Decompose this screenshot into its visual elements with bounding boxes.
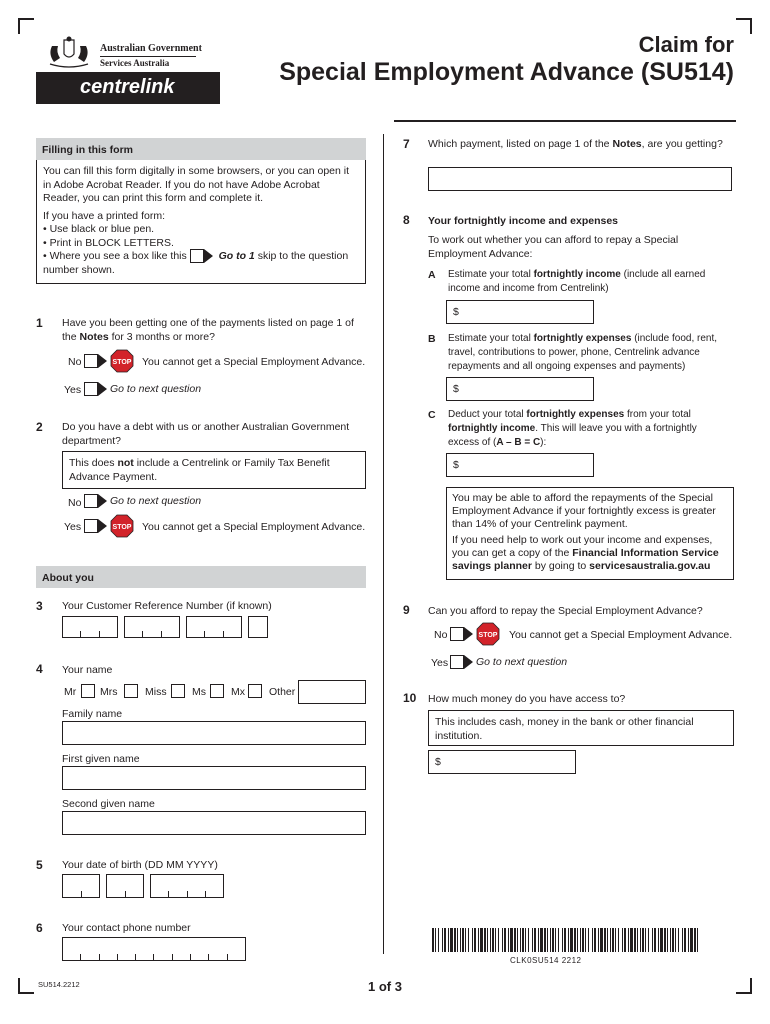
barcode-bar [555,928,556,952]
q1-no-result: You cannot get a Special Employment Advance. [142,356,366,368]
q1-text [62,316,368,344]
centrelink-logo [36,72,220,104]
q8-intro: To work out whether you can afford to repay a Special Employment Advance: [428,234,679,260]
q7-text [428,137,728,151]
crop-mark-bottom-left [18,978,34,994]
arrow-icon [98,519,107,533]
page-number: 1 of 3 [368,979,402,994]
q8-c-bold1: fortnightly expenses [526,409,625,420]
filling-bullet-3: • Where you see a box like this Go to 1 skip to the question number shown. [43,250,349,276]
family-name-field[interactable] [62,721,366,745]
q2-text: Do you have a debt with us or another Australian Government department? [62,421,350,447]
q10-note-box: This includes cash, money in the bank or other financial institution. [428,710,734,746]
q8-a-post: (include all earned income and income from Centrelink) [448,269,706,294]
q8-c-post: . This will leave you with a fortnightly excess of ( [448,423,697,448]
barcode-bar [664,928,666,952]
barcode-bar [688,928,689,952]
payment-field[interactable] [428,167,732,191]
q8-note2 [452,534,728,573]
gov-divider [100,56,196,57]
barcode-bar [457,928,458,952]
q1-no-label: No [68,356,82,368]
barcode-bar [615,928,616,952]
q1-text-post: for 3 months or more? [111,331,215,343]
barcode-bar [438,928,439,952]
barcode-bar [600,928,603,952]
barcode-bar [694,928,696,952]
stop-sign-icon [476,622,500,646]
q1-yes-goto: Go to next question [110,383,202,395]
q8-c-text [448,408,718,450]
crn-field-2[interactable] [124,616,180,638]
coat-of-arms-icon [44,36,94,70]
q8-b-pre: Estimate your total [448,333,531,344]
barcode-bar [678,928,679,952]
q9-yes-label: Yes [431,657,449,669]
q2-note-pre: This does [69,457,115,469]
barcode-bar [618,928,619,952]
barcode-bar [448,928,449,952]
barcode-bar [520,928,521,952]
barcode-bar [525,928,526,952]
q10-text: How much money do you have access to? [428,693,626,705]
q8-c-end: ): [540,437,547,448]
barcode-bar [538,928,539,952]
barcode-bar [544,928,546,952]
gov-line-1: Australian Government [100,43,202,54]
barcode-text: CLK0SU514 2212 [510,956,582,965]
barcode-bar [568,928,569,952]
crop-mark-top-left [18,18,34,34]
title-line-1: Claim for [638,32,734,57]
expenses-field[interactable] [446,377,594,401]
arrow-icon [98,354,107,368]
barcode-bar [660,928,663,952]
barcode-bar [462,928,464,952]
q4-text: Your name [62,664,113,676]
excess-field[interactable] [446,453,594,477]
q9-yes-goto: Go to next question [476,656,568,668]
money-field[interactable] [428,750,576,774]
q8-a-letter: A [428,269,436,281]
barcode-bar [487,928,488,952]
barcode-bar [580,928,581,952]
arrow-icon [464,655,473,669]
barcode-bar [454,928,456,952]
q2-no-label: No [68,497,82,509]
dollar-sign: $ [435,756,441,768]
bullet-3-post: skip to the question number shown. [43,250,349,276]
barcode-bar [558,928,559,952]
barcode-bar [468,928,469,952]
title-mr-label: Mr [64,686,77,698]
barcode-bar [645,928,646,952]
q5-text: Your date of birth (DD MM YYYY) [62,859,218,871]
barcode-bar [508,928,509,952]
q8-b-text [448,332,734,374]
barcode-bar [474,928,476,952]
barcode-bar [504,928,506,952]
q8-c-pre: Deduct your total [448,409,524,420]
q2-note-bold: not [117,457,134,469]
barcode-bar [634,928,636,952]
q9-no-label: No [434,629,448,641]
stop-sign-icon [110,514,134,538]
filling-bullet-2: • Print in BLOCK LETTERS. [43,236,174,249]
filling-para2: If you have a printed form: [43,209,165,222]
filling-bullet-1: • Use black or blue pen. [43,223,155,235]
header-rule [394,120,736,122]
crn-field-4[interactable] [248,616,268,638]
barcode-bar [492,928,494,952]
barcode-bar [622,928,623,952]
barcode-bar [528,928,529,952]
q8-note2-bold2: servicesaustralia.gov.au [589,560,711,572]
arrow-icon [464,627,473,641]
gov-line-2: Services Australia [100,58,170,68]
q3-number: 3 [36,599,43,613]
brand-text: centrelink [80,76,175,98]
crn-field-3[interactable] [186,616,242,638]
q8-b-letter: B [428,333,436,345]
barcode-bar [484,928,486,952]
q9-number: 9 [403,603,410,617]
barcode-bar [517,928,518,952]
barcode-bar [562,928,563,952]
income-field[interactable] [446,300,594,324]
barcode-bar [642,928,644,952]
arrow-icon [98,382,107,396]
barcode-bar [442,928,443,952]
crop-mark-bottom-right [736,978,752,994]
form-code: SU514.2212 [38,980,80,989]
q1-yes-checkbox[interactable] [84,382,98,396]
q7-text-bold: Notes [612,138,642,150]
stop-label: STOP [112,524,132,531]
q1-no-checkbox[interactable] [84,354,98,368]
barcode-bar [570,928,573,952]
barcode-bar [502,928,503,952]
barcode-bar [604,928,606,952]
barcode-bar [574,928,576,952]
barcode-bar [670,928,671,952]
dollar-sign: $ [453,459,459,471]
barcode-bar [522,928,524,952]
barcode-bar [582,928,584,952]
bullet-2-text: Print in BLOCK LETTERS. [49,236,174,249]
barcode-bar [435,928,436,952]
barcode-bar [577,928,578,952]
q2-note-post: include a Centrelink or Family Tax Benefit Advance Payment. [69,457,330,483]
barcode-bar [547,928,548,952]
first-name-label: First given name [62,753,140,765]
barcode-bar [472,928,473,952]
q3-text: Your Customer Reference Number (if known) [62,600,272,612]
barcode-bar [594,928,596,952]
section-heading-about: About you [36,566,366,588]
barcode-bar [460,928,461,952]
barcode-bar [592,928,593,952]
filling-para1: You can fill this form digitally in some browsers, or you can open it in Adobe Acrobat Reader. If you do not have Adobe Acrobat Reader, you can print this form and complete it. [43,165,350,204]
title-other-label: Other [269,686,296,698]
barcode-bar [672,928,674,952]
q10-number: 10 [403,691,417,705]
q7-text-pre: Which payment, listed on page 1 of the [428,138,610,150]
example-checkbox [190,249,204,263]
q8-a-bold: fortnightly income [533,269,621,280]
barcode-bar [598,928,599,952]
dob-month-field[interactable] [106,874,144,898]
q2-number: 2 [36,420,43,434]
barcode-bar [478,928,479,952]
q8-note1: You may be able to afford the repayments of the Special Employment Advance if your fortnightly excess is greater than 14% of your Centrelink payment. [452,492,716,530]
barcode-bar [610,928,611,952]
barcode-bar [684,928,686,952]
q8-note-box [446,487,734,580]
column-divider [383,134,384,954]
barcode-bar [550,928,551,952]
barcode-bar [510,928,513,952]
q1-text-bold: Notes [79,331,109,343]
barcode-bar [612,928,614,952]
barcode-bar [480,928,483,952]
q9-yes-checkbox[interactable] [450,655,464,669]
stop-sign-icon [110,349,134,373]
q2-yes-result: You cannot get a Special Employment Advance. [142,521,366,533]
barcode-bar [624,928,626,952]
title-mrs-checkbox[interactable] [124,684,138,698]
q1-text-pre: Have you been getting one of the payments listed on page 1 of the [62,317,354,343]
title-mx-checkbox[interactable] [248,684,262,698]
family-name-label: Family name [62,708,123,720]
crn-field-1[interactable] [62,616,118,638]
barcode-bar [607,928,608,952]
q8-a-text [448,268,734,296]
title-mx-label: Mx [231,686,245,698]
q8-c-formula: A – B = C [496,437,541,448]
barcode [432,928,702,952]
q8-c-bold2: fortnightly income [448,423,536,434]
bullet-1-text: Use black or blue pen. [49,223,155,235]
barcode-bar [654,928,656,952]
q8-a-pre: Estimate your total [448,269,531,280]
barcode-bar [690,928,693,952]
barcode-bar [658,928,659,952]
barcode-bar [675,928,676,952]
barcode-bar [564,928,566,952]
barcode-bar [450,928,453,952]
q9-no-result: You cannot get a Special Employment Advance. [509,629,733,641]
dob-day-field[interactable] [62,874,100,898]
q2-no-checkbox[interactable] [84,494,98,508]
second-name-label: Second given name [62,798,155,810]
q4-number: 4 [36,662,43,676]
barcode-bar [552,928,554,952]
q2-note-box [62,451,366,489]
q1-number: 1 [36,316,43,330]
barcode-bar [532,928,533,952]
barcode-bar [628,928,629,952]
barcode-bar [495,928,496,952]
example-box [190,250,216,262]
q7-text-post: , are you getting? [641,138,723,150]
phone-field[interactable] [62,937,246,961]
barcode-bar [588,928,589,952]
q5-number: 5 [36,858,43,872]
q8-note2-bold1: Financial Information Service savings planner [452,547,719,572]
title-mrs-label: Mrs [100,686,118,698]
barcode-bar [465,928,466,952]
barcode-bar [630,928,633,952]
barcode-bar [585,928,586,952]
filling-info-box [36,160,366,284]
page-title: Special Employment Advance (SU514) [279,58,734,86]
second-name-field[interactable] [62,811,366,835]
q8-c-letter: C [428,409,436,421]
arrow-icon [98,494,107,508]
barcode-bar [534,928,536,952]
stop-label: STOP [478,632,498,639]
barcode-bar [540,928,543,952]
barcode-bar [514,928,516,952]
q8-b-bold: fortnightly expenses [533,333,632,344]
q2-yes-checkbox[interactable] [84,519,98,533]
title-miss-label: Miss [145,686,167,698]
barcode-bar [697,928,698,952]
title-ms-checkbox[interactable] [210,684,224,698]
title-miss-checkbox[interactable] [171,684,185,698]
q8-b-post: (include food, rent, travel, contributions to power, phone, Centrelink advance repayments and all ongoing expenses and payments) [448,333,718,372]
barcode-bar [652,928,653,952]
bullet-3-goto: Go to 1 [218,250,255,262]
barcode-bar [637,928,638,952]
barcode-bar [432,928,434,952]
title-mr-checkbox[interactable] [81,684,95,698]
dob-year-field[interactable] [150,874,224,898]
first-name-field[interactable] [62,766,366,790]
barcode-bar [667,928,668,952]
dollar-sign: $ [453,306,459,318]
q8-heading: Your fortnightly income and expenses [428,215,619,227]
bullet-3-pre: Where you see a box like this [49,250,187,262]
barcode-bar [490,928,491,952]
q2-yes-label: Yes [64,521,82,533]
barcode-bar [444,928,446,952]
arrow-icon [204,249,213,263]
q9-no-checkbox[interactable] [450,627,464,641]
q2-no-goto: Go to next question [110,495,202,507]
dollar-sign: $ [453,383,459,395]
section-heading-filling: Filling in this form [36,138,366,160]
q1-yes-label: Yes [64,384,82,396]
barcode-bar [648,928,649,952]
crop-mark-top-right [736,18,752,34]
title-other-field[interactable] [298,680,366,704]
q9-text: Can you afford to repay the Special Employment Advance? [428,605,703,617]
q6-text: Your contact phone number [62,922,191,934]
barcode-bar [498,928,499,952]
q8-note2-pre: If you need help to work out your income and expenses, you can get a copy of the [452,534,713,559]
q8-number: 8 [403,213,410,227]
barcode-bar [682,928,683,952]
q7-number: 7 [403,137,410,151]
q8-note2-mid: by going to [534,560,587,572]
q6-number: 6 [36,921,43,935]
title-ms-label: Ms [192,686,206,698]
stop-label: STOP [112,359,132,366]
q8-c-mid: from your total [626,409,691,420]
barcode-bar [640,928,641,952]
